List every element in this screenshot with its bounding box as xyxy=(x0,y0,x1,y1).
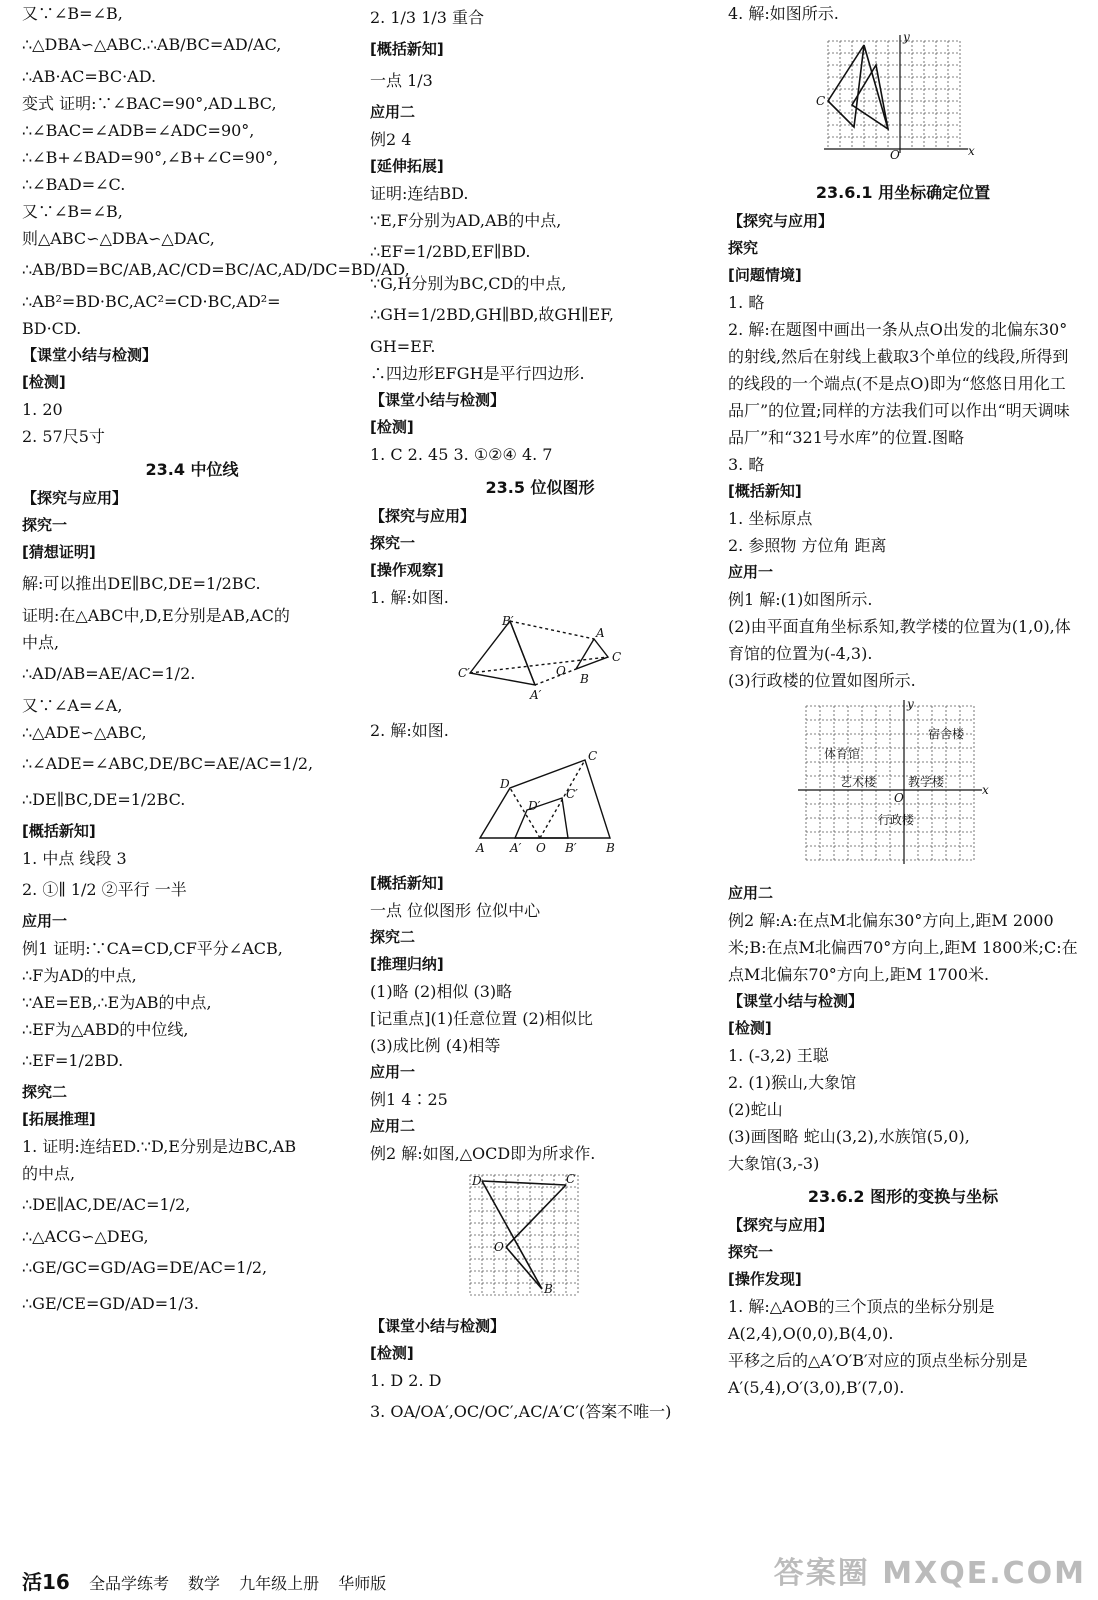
fig2-label: B′ xyxy=(565,841,577,855)
section-heading: [问题情境] xyxy=(728,266,802,284)
text-line: 例1 证明:∵CA=CD,CF平分∠ACB, xyxy=(22,939,283,958)
fig4-label: y xyxy=(903,31,910,44)
footer-edition: 华师版 xyxy=(338,1574,387,1593)
section-heading: 应用二 xyxy=(370,1117,416,1135)
text-line: (1)略 (2)相似 (3)略 xyxy=(370,982,513,1001)
text-line: 平移之后的△A′O′B′对应的顶点坐标分别是 xyxy=(728,1351,1028,1370)
section-heading: 应用二 xyxy=(370,103,416,121)
fig5-label: 艺术楼 xyxy=(840,775,877,789)
text-line: 例2 4 xyxy=(370,130,412,149)
fig2-label: O xyxy=(536,841,546,855)
text-line: 1. 解:△AOB的三个顶点的坐标分别是A(2,4),O(0,0),B(4,0). xyxy=(728,1297,995,1343)
text-line: (3)成比例 (4)相等 xyxy=(370,1036,501,1055)
text-line: ∴GH=1/2BD,GH∥BD,故GH∥EF, xyxy=(370,305,614,324)
text-line: 解:可以推出DE∥BC,DE=1/2BC. xyxy=(22,574,261,593)
text-line: 又∵∠B=∠B, xyxy=(22,4,123,23)
fig5-label: 体育馆 xyxy=(824,747,861,761)
text-line: 2. 解:如图. xyxy=(370,721,449,740)
section-title: 23.6.1 用坐标确定位置 xyxy=(815,183,991,202)
text-line: ∵G,H分别为BC,CD的中点, xyxy=(370,274,567,293)
figure-homothety-2 xyxy=(370,748,710,858)
text-line: 1. 证明:连结ED.∵D,E分别是边BC,AB xyxy=(22,1137,297,1156)
text-line: 的中点, xyxy=(22,1164,76,1183)
text-line: ∴DE∥BC,DE=1/2BC. xyxy=(22,790,186,809)
section-heading: 探究二 xyxy=(22,1083,68,1101)
text-line: 2. 解:在题图中画出一条从点O出发的北偏东30°的射线,然后在射线上截取3个单位的线段,所得到的线段的一个端点(不是点O)即为“悠悠日用化工品厂”的位置;同样的方法我们可以作出“明天调味品厂”和“321号水库”的位置.图略 xyxy=(728,320,1070,447)
fig1-label: A xyxy=(596,626,605,640)
text-line: ∴△ADE∽△ABC, xyxy=(22,723,147,742)
watermark: 答案圈 MXQE.COM xyxy=(773,1556,1086,1591)
text-line: ∴∠BAC=∠ADB=∠ADC=90°, xyxy=(22,121,255,140)
section-heading: 【课堂小结与检测】 xyxy=(728,992,864,1010)
text-line: 1. 20 xyxy=(22,400,63,419)
text-line: BD·CD. xyxy=(22,319,82,338)
fig2-label: A′ xyxy=(510,841,522,855)
section-heading: [延伸拓展] xyxy=(370,157,444,175)
text-line: 大象馆(3,-3) xyxy=(728,1154,820,1173)
fig5-label: 宿舍楼 xyxy=(928,727,965,741)
section-heading: 探究二 xyxy=(370,928,416,946)
text-line: 3. 略 xyxy=(728,455,765,474)
section-heading: [猜想证明] xyxy=(22,543,96,561)
text-line: (2)由平面直角坐标系知,教学楼的位置为(1,0),体育馆的位置为(-4,3). xyxy=(728,617,1071,663)
fig5-label: 行政楼 xyxy=(878,813,915,827)
col2-part-d xyxy=(370,1313,710,1430)
section-title: 23.6.2 图形的变换与坐标 xyxy=(807,1187,999,1206)
text-line: 2. ①∥ 1/2 ②平行 一半 xyxy=(22,880,187,899)
section-heading: [概括新知] xyxy=(370,40,444,58)
text-line: (2)蛇山 xyxy=(728,1100,783,1119)
text-line: 1. C 2. 45 3. ①②④ 4. 7 xyxy=(370,445,553,464)
text-line: 2. (1)猴山,大象馆 xyxy=(728,1073,857,1092)
fig2-label: C′ xyxy=(566,787,578,801)
section-heading: 应用一 xyxy=(728,563,774,581)
text-line: ∴四边形EFGH是平行四边形. xyxy=(370,364,585,383)
text-line: ∴△DBA∽△ABC.∴AB/BC=AD/AC, xyxy=(22,35,282,54)
section-heading: [检测] xyxy=(370,418,414,436)
fig5-label: 教学楼 xyxy=(908,775,945,789)
text-line: ∴∠BAD=∠C. xyxy=(22,175,126,194)
text-line: 例2 解:A:在点M北偏东30°方向上,距M 2000米;B:在点M北偏西70°方向上,距M 1800米;C:在点M北偏东70°方向上,距M 1700米. xyxy=(728,911,1078,984)
text-line: 例1 解:(1)如图所示. xyxy=(728,590,873,609)
text-line: 4. 解:如图所示. xyxy=(728,4,839,23)
text-line: 1. 略 xyxy=(728,293,765,312)
fig4-label: x xyxy=(968,144,975,158)
section-title: 23.5 位似图形 xyxy=(485,478,595,497)
text-line: A′(5,4),O′(3,0),B′(7,0). xyxy=(728,1378,905,1397)
text-line: 又∵∠B=∠B, xyxy=(22,202,123,221)
text-line: ∴GE/CE=GD/AD=1/3. xyxy=(22,1294,199,1313)
text-line: 例2 解:如图,△OCD即为所求作. xyxy=(370,1144,596,1163)
section-heading: [检测] xyxy=(728,1019,772,1037)
section-heading: 【探究与应用】 xyxy=(22,489,128,507)
col3-part-a xyxy=(728,0,1078,27)
column-middle xyxy=(370,0,710,1430)
text-line: 证明:连结BD. xyxy=(370,184,469,203)
text-line: 中点, xyxy=(22,633,60,652)
col2-part-a xyxy=(370,0,710,611)
fig5-label: x xyxy=(982,783,989,797)
fig2-label: A xyxy=(476,841,485,855)
text-line: ∴F为AD的中点, xyxy=(22,966,137,985)
footer-brand: 全品学练考 xyxy=(88,1574,169,1593)
text-line: ∴GE/GC=GD/AG=DE/AC=1/2, xyxy=(22,1258,268,1277)
col3-part-b xyxy=(728,179,1078,694)
footer-grade: 九年级上册 xyxy=(239,1574,320,1593)
text-line: ∴AB·AC=BC·AD. xyxy=(22,67,157,86)
text-line: ∵AE=EB,∴E为AB的中点, xyxy=(22,993,212,1012)
fig2-label: B xyxy=(606,841,615,855)
text-line: 1. 解:如图. xyxy=(370,588,449,607)
text-line: 1. 坐标原点 xyxy=(728,509,813,528)
text-line: 1. 中点 线段 3 xyxy=(22,849,127,868)
fig3-label: D xyxy=(472,1174,482,1188)
section-heading: [检测] xyxy=(370,1344,414,1362)
section-heading: [概括新知] xyxy=(370,874,444,892)
text-line: ∴△ACG∽△DEG, xyxy=(22,1227,149,1246)
fig3-label: C xyxy=(566,1172,576,1186)
text-line: 一点 位似图形 位似中心 xyxy=(370,901,541,920)
col2-part-c xyxy=(370,870,710,1167)
fig2-label: D′ xyxy=(528,799,541,813)
text-line: 1. D 2. D xyxy=(370,1371,442,1390)
section-heading: [操作观察] xyxy=(370,561,444,579)
section-heading: 【探究与应用】 xyxy=(728,212,834,230)
page-footer xyxy=(22,1566,400,1595)
text-line: 证明:在△ABC中,D,E分别是AB,AC的 xyxy=(22,606,290,625)
section-heading: [操作发现] xyxy=(728,1270,802,1288)
section-heading: 探究 xyxy=(728,239,759,257)
section-heading: 探究一 xyxy=(370,534,416,552)
fig5-label: O xyxy=(894,791,904,805)
section-heading: [推理归纳] xyxy=(370,955,444,973)
col2-part-b xyxy=(370,717,710,744)
section-heading: 应用一 xyxy=(22,912,68,930)
section-heading: [概括新知] xyxy=(728,482,802,500)
section-heading: 【探究与应用】 xyxy=(370,507,476,525)
text-line: 变式 证明:∵∠BAC=90°,AD⊥BC, xyxy=(22,94,277,113)
fig3-label: B xyxy=(544,1282,553,1296)
text-line: ∴EF=1/2BD. xyxy=(22,1051,124,1070)
column-right xyxy=(728,0,1078,1401)
fig1-label: B′ xyxy=(502,615,514,628)
fig1-label: C′ xyxy=(458,666,470,680)
section-heading: [概括新知] xyxy=(22,822,96,840)
fig1-label: B xyxy=(580,672,589,686)
text-line: 例1 4∶25 xyxy=(370,1090,448,1109)
text-line: 3. OA/OA′,OC/OC′,AC/A′C′(答案不唯一) xyxy=(370,1402,672,1421)
fig1-label: A′ xyxy=(530,688,542,702)
text-line: (3)画图略 蛇山(3,2),水族馆(5,0), xyxy=(728,1127,970,1146)
figure-campus-map xyxy=(728,698,1078,868)
text-line: [记重点](1)任意位置 (2)相似比 xyxy=(370,1009,593,1028)
text-line: 又∵∠A=∠A, xyxy=(22,696,123,715)
section-heading: 【课堂小结与检测】 xyxy=(370,391,506,409)
text-line: 一点 1/3 xyxy=(370,71,433,90)
text-line: ∴EF=1/2BD,EF∥BD. xyxy=(370,242,531,261)
text-line: ∴AB/BD=BC/AB,AC/CD=BC/AC,AD/DC=BD/AD, xyxy=(22,260,410,279)
text-line: ∴DE∥AC,DE/AC=1/2, xyxy=(22,1195,191,1214)
text-line: ∴AB²=BD·BC,AC²=CD·BC,AD²= xyxy=(22,292,281,311)
text-line: ∴EF为△ABD的中位线, xyxy=(22,1020,189,1039)
section-heading: 应用一 xyxy=(370,1063,416,1081)
section-heading: 【探究与应用】 xyxy=(728,1216,834,1234)
text-line: 则△ABC∽△DBA∽△DAC, xyxy=(22,229,215,248)
section-heading: 应用二 xyxy=(728,884,774,902)
figure-coordinate-4 xyxy=(728,31,1078,161)
fig1-label: O xyxy=(556,664,566,678)
section-heading: [检测] xyxy=(22,373,66,391)
figure-homothety-1 xyxy=(370,615,710,705)
fig2-label: C xyxy=(588,749,598,763)
fig1-label: C xyxy=(612,650,622,664)
fig4-label: C xyxy=(816,94,826,108)
text-line: ∴AD/AB=AE/AC=1/2. xyxy=(22,664,196,683)
footer-subject: 数学 xyxy=(188,1574,221,1593)
text-line: (3)行政楼的位置如图所示. xyxy=(728,671,916,690)
col3-part-c xyxy=(728,880,1078,1401)
fig3-label: O xyxy=(494,1240,504,1254)
section-heading: [拓展推理] xyxy=(22,1110,96,1128)
figure-grid-ocd xyxy=(370,1171,710,1301)
text-line: 2. 1/3 1/3 重合 xyxy=(370,8,485,27)
section-title: 23.4 中位线 xyxy=(145,460,239,479)
fig4-label: O xyxy=(890,148,900,161)
fig5-label: y xyxy=(907,698,914,711)
text-line: ∵E,F分别为AD,AB的中点, xyxy=(370,211,562,230)
section-heading: 探究一 xyxy=(22,516,68,534)
text-line: 2. 57尺5寸 xyxy=(22,427,105,446)
text-line: 1. (-3,2) 王聪 xyxy=(728,1046,829,1065)
section-heading: 【课堂小结与检测】 xyxy=(370,1317,506,1335)
text-line: ∴∠B+∠BAD=90°,∠B+∠C=90°, xyxy=(22,148,279,167)
page-number: 活16 xyxy=(22,1570,70,1594)
section-heading: 探究一 xyxy=(728,1243,774,1261)
section-heading: 【课堂小结与检测】 xyxy=(22,346,158,364)
text-line: ∴∠ADE=∠ABC,DE/BC=AE/AC=1/2, xyxy=(22,754,314,773)
fig2-label: D xyxy=(500,777,510,791)
text-line: 2. 参照物 方位角 距离 xyxy=(728,536,887,555)
text-line: GH=EF. xyxy=(370,337,436,356)
